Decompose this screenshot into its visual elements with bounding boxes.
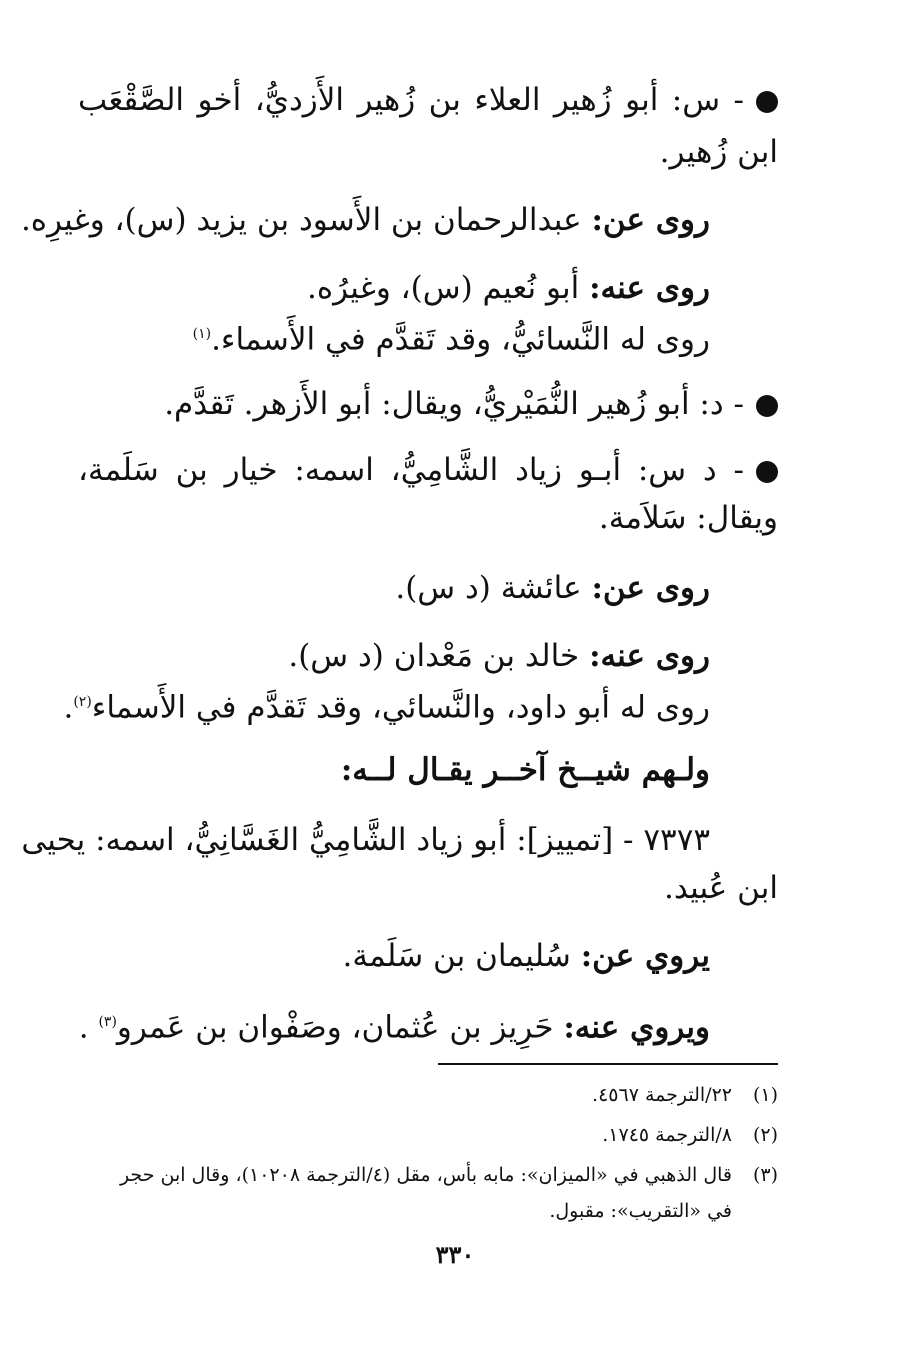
bullet-icon <box>756 91 778 113</box>
entry-3-note: روى له أبو داود، والنَّسائي، وقد تَقدَّم في الأَسماء$^{(٢)}$. <box>63 689 710 726</box>
footnote-1: (١)٢٢/الترجمة ٤٥٦٧. <box>592 1084 778 1106</box>
bullet-icon <box>756 395 778 417</box>
entry-3-rawa-an: روى عن: عائشة (د س). <box>395 570 710 606</box>
entry-2-line-1: - د: أبو زُهير النُّمَيْريُّ، ويقال: أبو الأَزهر. تَقدَّم. <box>132 382 778 426</box>
entry-4-yarwi-anhu: ويروي عنه: حَرِيز بن عُثمان، وصَفْوان بن عَمرو$^{(٣)}$ . <box>78 1009 710 1046</box>
footnote-2: (٢)٨/الترجمة ١٧٤٥. <box>602 1124 778 1146</box>
entry-3-rawa-anhu: روى عنه: خالد بن مَعْدان (د س). <box>288 638 710 674</box>
section-heading: ولـهم شيــخ آخــر يقـال لــه: <box>340 752 710 788</box>
bullet-icon <box>756 461 778 483</box>
entry-3-line-1: - د س: أبـو زياد الشَّامِيُّ، اسمه: خيار بن سَلَمة، <box>78 448 778 492</box>
entry-1-rawa-an: روى عن: عبدالرحمان بن الأَسود بن يزيد (س)، وغيرِه. <box>20 202 710 238</box>
entry-4-yarwi-an: يروي عن: سُليمان بن سَلَمة. <box>342 938 710 974</box>
footnote-marker: (٢) <box>73 694 92 710</box>
footnote-3: (٣)قال الذهبي في «الميزان»: مابه بأس، مقل (٤/الترجمة ١٠٢٠٨)، وقال ابن حجر <box>119 1164 778 1186</box>
entry-1-note: روى له النَّسائيُّ، وقد تَقدَّم في الأَسماء.$^{(١)}$ <box>192 321 710 358</box>
page-number: ٣٣٠ <box>435 1240 475 1269</box>
entry-1-line-1: - س: أبو زُهير العلاء بن زُهير الأَزديُّ، أخو الصَّقْعَب <box>78 78 778 122</box>
footnote-divider <box>438 1063 778 1065</box>
entry-3-line-2: ويقال: سَلاَمة. <box>598 500 778 536</box>
entry-4-line-1: ٧٣٧٣ - [تمييز]: أبو زياد الشَّامِيُّ الغَسَّانِيُّ، اسمه: يحيى <box>21 822 710 858</box>
entry-1-line-2: ابن زُهير. <box>659 134 778 170</box>
entry-1-rawa-anhu: روى عنه: أبو نُعيم (س)، وغيرُه. <box>307 270 710 306</box>
footnote-marker: (٣) <box>98 1014 117 1030</box>
footnote-3-continuation: في «التقريب»: مقبول. <box>549 1200 732 1222</box>
footnote-marker: (١) <box>192 326 212 342</box>
entry-4-line-2: ابن عُبيد. <box>663 870 778 906</box>
